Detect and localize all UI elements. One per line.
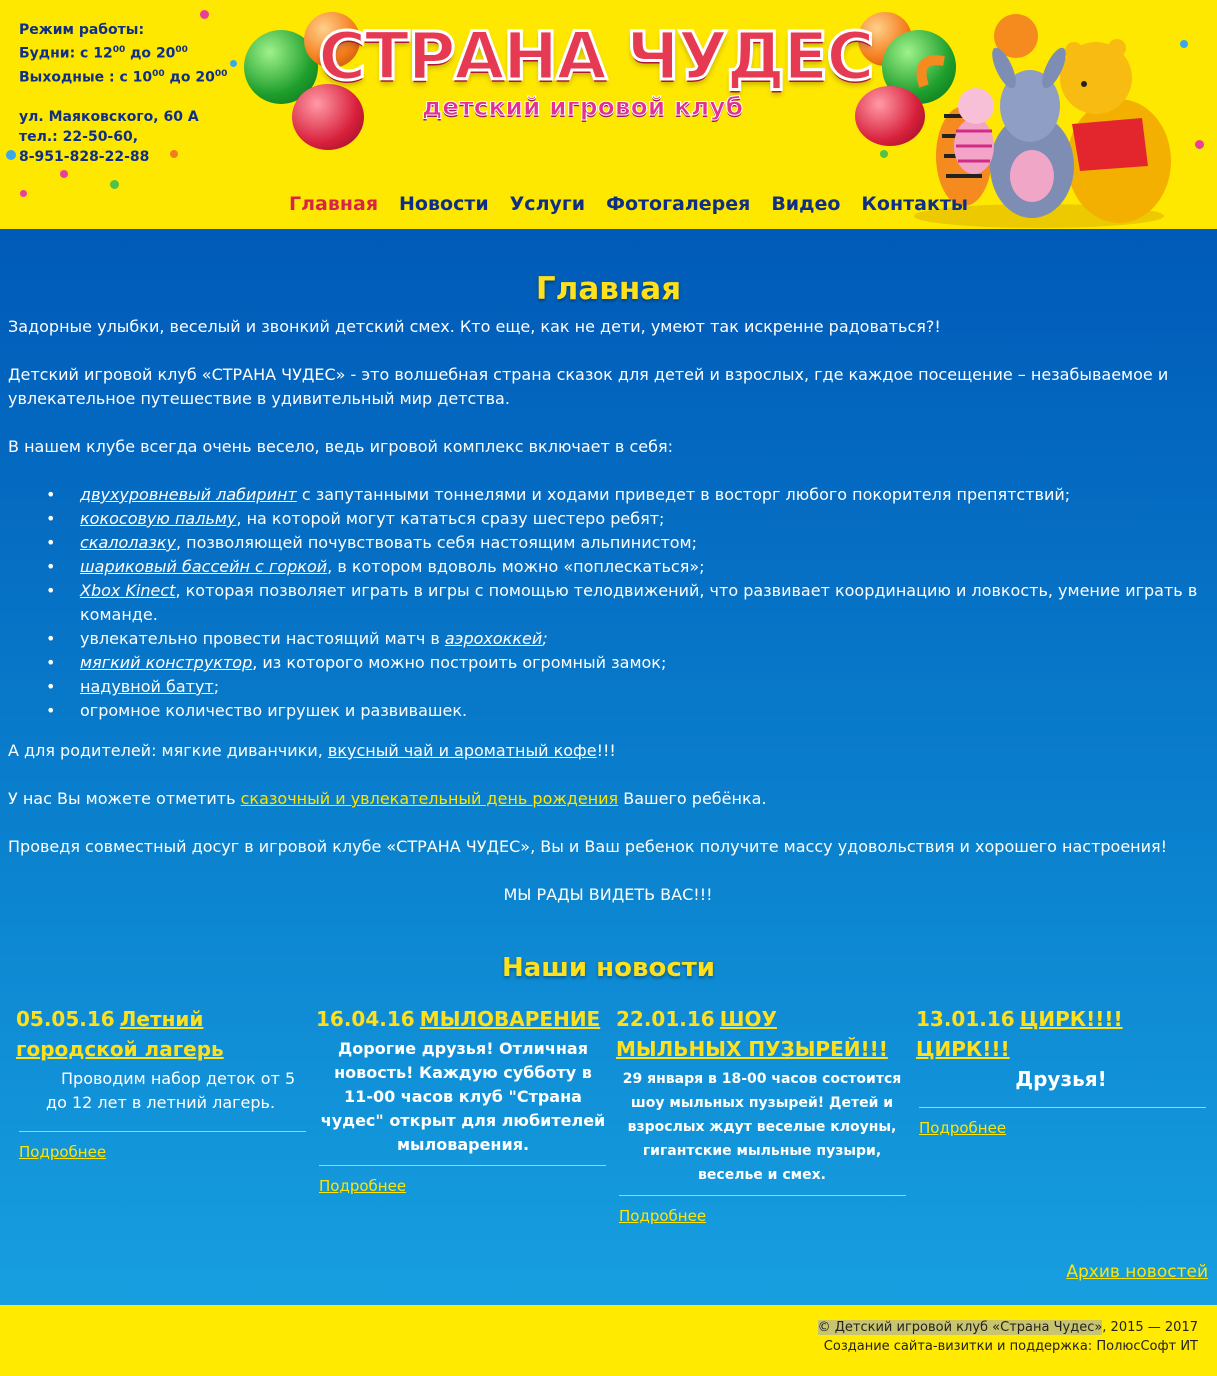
list-item: • Xbox Kinect, которая позволяет играть в игры с помощью телодвижений, что развивает координацию и ловкость, умение играть в команде. bbox=[8, 579, 1208, 627]
nav-contacts[interactable]: Контакты bbox=[861, 193, 969, 215]
copyright: © Детский игровой клуб «Страна Чудес», 2015 — 2017 bbox=[817, 1320, 1198, 1335]
intro-paragraph: Задорные улыбки, веселый и звонкий детский смех. Кто еще, как не дети, умеют так искренне радоваться?! bbox=[8, 317, 941, 336]
news-card bbox=[916, 1005, 1206, 1137]
news-archive-link[interactable]: Архив новостей bbox=[1066, 1262, 1208, 1282]
phone: тел.: 22-50-60, bbox=[19, 129, 139, 146]
contact-info bbox=[19, 20, 227, 167]
news-title-link[interactable]: ШОУ МЫЛЬНЫХ ПУЗЫРЕЙ!!! bbox=[616, 1007, 888, 1061]
logo-title: СТРАНА ЧУДЕС bbox=[318, 18, 873, 95]
complex-intro: В нашем клубе всегда очень весело, ведь игровой комплекс включает в себя: bbox=[8, 437, 673, 456]
nav-services[interactable]: Услуги bbox=[509, 193, 586, 215]
news-more-link[interactable]: Подробнее bbox=[19, 1143, 107, 1161]
about-paragraph: Детский игровой клуб «СТРАНА ЧУДЕС» - это волшебная страна сказок для детей и взрослых, где каждое посещение – незабываемое и увлекательное путешествие в удивительный мир детства. bbox=[8, 365, 1169, 408]
parents-paragraph: А для родителей: мягкие диванчики, вкусный чай и ароматный кофе!!! bbox=[8, 741, 616, 760]
confetti-decoration bbox=[230, 60, 237, 67]
address: ул. Маяковского, 60 А bbox=[19, 109, 199, 126]
soft-constructor-link[interactable]: мягкий конструктор bbox=[80, 653, 253, 672]
news-body: Проводим набор деток от 5 до 12 лет в летний лагерь. bbox=[46, 1069, 296, 1112]
list-item: • скалолазку, позволяющей почувствовать себя настоящим альпинистом; bbox=[8, 531, 1208, 555]
confetti-decoration bbox=[110, 180, 119, 189]
news-body: Друзья! bbox=[1015, 1067, 1107, 1091]
confetti-decoration bbox=[880, 150, 888, 158]
page-title: Главная bbox=[535, 271, 682, 307]
confetti-decoration bbox=[1180, 40, 1188, 48]
news-date: 22.01.16 bbox=[616, 1007, 715, 1031]
news-divider bbox=[619, 1195, 906, 1196]
news-more-link[interactable]: Подробнее bbox=[619, 1207, 707, 1225]
news-title-link[interactable]: Летний городской лагерь bbox=[16, 1007, 224, 1061]
labyrinth-link[interactable]: двухуровневый лабиринт bbox=[80, 485, 297, 504]
main-content bbox=[0, 229, 1217, 1305]
welcome-text: МЫ РАДЫ ВИДЕТЬ ВАС!!! bbox=[503, 885, 713, 904]
list-item: • увлекательно провести настоящий матч в аэрохоккей; bbox=[8, 627, 1208, 651]
news-card bbox=[616, 1005, 906, 1225]
news-date: 16.04.16 bbox=[316, 1007, 415, 1031]
birthday-paragraph: У нас Вы можете отметить сказочный и увлекательный день рождения Вашего ребёнка. bbox=[8, 789, 767, 808]
hours-label: Режим работы: bbox=[19, 22, 145, 38]
confetti-decoration bbox=[1195, 140, 1204, 149]
news-title-link[interactable]: ЦИРК!!!! ЦИРК!!! bbox=[916, 1007, 1123, 1061]
site-header bbox=[0, 0, 1217, 229]
site-footer bbox=[0, 1305, 1217, 1376]
list-item: • надувной батут; bbox=[8, 675, 1208, 699]
confetti-decoration bbox=[200, 10, 209, 19]
news-card bbox=[16, 1005, 306, 1161]
nav-photo-gallery[interactable]: Фотогалерея bbox=[606, 193, 751, 215]
news-more-link[interactable]: Подробнее bbox=[319, 1177, 407, 1195]
news-title-link[interactable]: МЫЛОВАРЕНИЕ bbox=[419, 1007, 601, 1031]
news-more-link[interactable]: Подробнее bbox=[919, 1119, 1007, 1137]
news-divider bbox=[319, 1165, 606, 1166]
news-divider bbox=[19, 1131, 306, 1132]
confetti-decoration bbox=[60, 170, 68, 178]
credits: Создание сайта-визитки и поддержка: ПолюсСофт ИТ bbox=[823, 1339, 1198, 1354]
list-item: • кокосовую пальму, на которой могут кататься сразу шестеро ребят; bbox=[8, 507, 1208, 531]
news-date: 13.01.16 bbox=[916, 1007, 1015, 1031]
weekday-hours: Будни: с $12^{00}$ до $20^{00}$ bbox=[19, 45, 188, 62]
tea-coffee-link[interactable]: вкусный чай и ароматный кофе bbox=[327, 741, 597, 760]
mobile-phone: 8-951-828-22-88 bbox=[19, 149, 150, 166]
list-item: • шариковый бассейн с горкой, в котором вдоволь можно «поплескаться»; bbox=[8, 555, 1208, 579]
nav-home[interactable]: Главная bbox=[289, 193, 379, 215]
confetti-decoration bbox=[20, 190, 27, 197]
news-body: Дорогие друзья! Отличная новость! Каждую субботу в 11-00 часов клуб "Страна чудес" открыт для любителей мыловарения. bbox=[320, 1039, 606, 1154]
confetti-decoration bbox=[6, 150, 16, 160]
features-list bbox=[8, 483, 1208, 723]
nav-video[interactable]: Видео bbox=[771, 193, 841, 215]
climbing-wall-link[interactable]: скалолазку bbox=[80, 533, 176, 552]
weekend-hours: Выходные : с $10^{00}$ до $20^{00}$ bbox=[19, 68, 228, 86]
news-body: 29 января в 18-00 часов состоится шоу мыльных пузырей! Детей и взрослых ждут веселые клоуны, гигантские мыльные пузыри, веселье и смех. bbox=[622, 1071, 902, 1183]
air-hockey-link[interactable]: аэрохоккей bbox=[444, 629, 543, 648]
article-body bbox=[8, 315, 1208, 931]
list-item: • двухуровневый лабиринт с запутанными тоннелями и ходами приведет в восторг любого покорителя препятствий; bbox=[8, 483, 1208, 507]
main-nav bbox=[289, 193, 968, 215]
list-item: • огромное количество игрушек и развивашек. bbox=[8, 699, 1208, 723]
news-divider bbox=[919, 1107, 1206, 1108]
xbox-kinect-link[interactable]: Xbox Kinect bbox=[80, 581, 176, 600]
trampoline-link[interactable]: надувной батут bbox=[80, 677, 214, 696]
list-item: • мягкий конструктор, из которого можно построить огромный замок; bbox=[8, 651, 1208, 675]
leisure-paragraph: Проведя совместный досуг в игровой клубе «СТРАНА ЧУДЕС», Вы и Ваш ребенок получите массу удовольствия и хорошего настроения! bbox=[8, 837, 1168, 856]
news-section-title: Наши новости bbox=[501, 953, 716, 983]
ball-pool-link[interactable]: шариковый бассейн с горкой bbox=[80, 557, 328, 576]
logo-subtitle: детский игровой клуб bbox=[422, 92, 744, 121]
news-date: 05.05.16 bbox=[16, 1007, 115, 1031]
birthday-link[interactable]: сказочный и увлекательный день рождения bbox=[240, 789, 619, 808]
palm-link[interactable]: кокосовую пальму bbox=[80, 509, 237, 528]
nav-news[interactable]: Новости bbox=[399, 193, 489, 215]
news-card bbox=[316, 1005, 606, 1195]
